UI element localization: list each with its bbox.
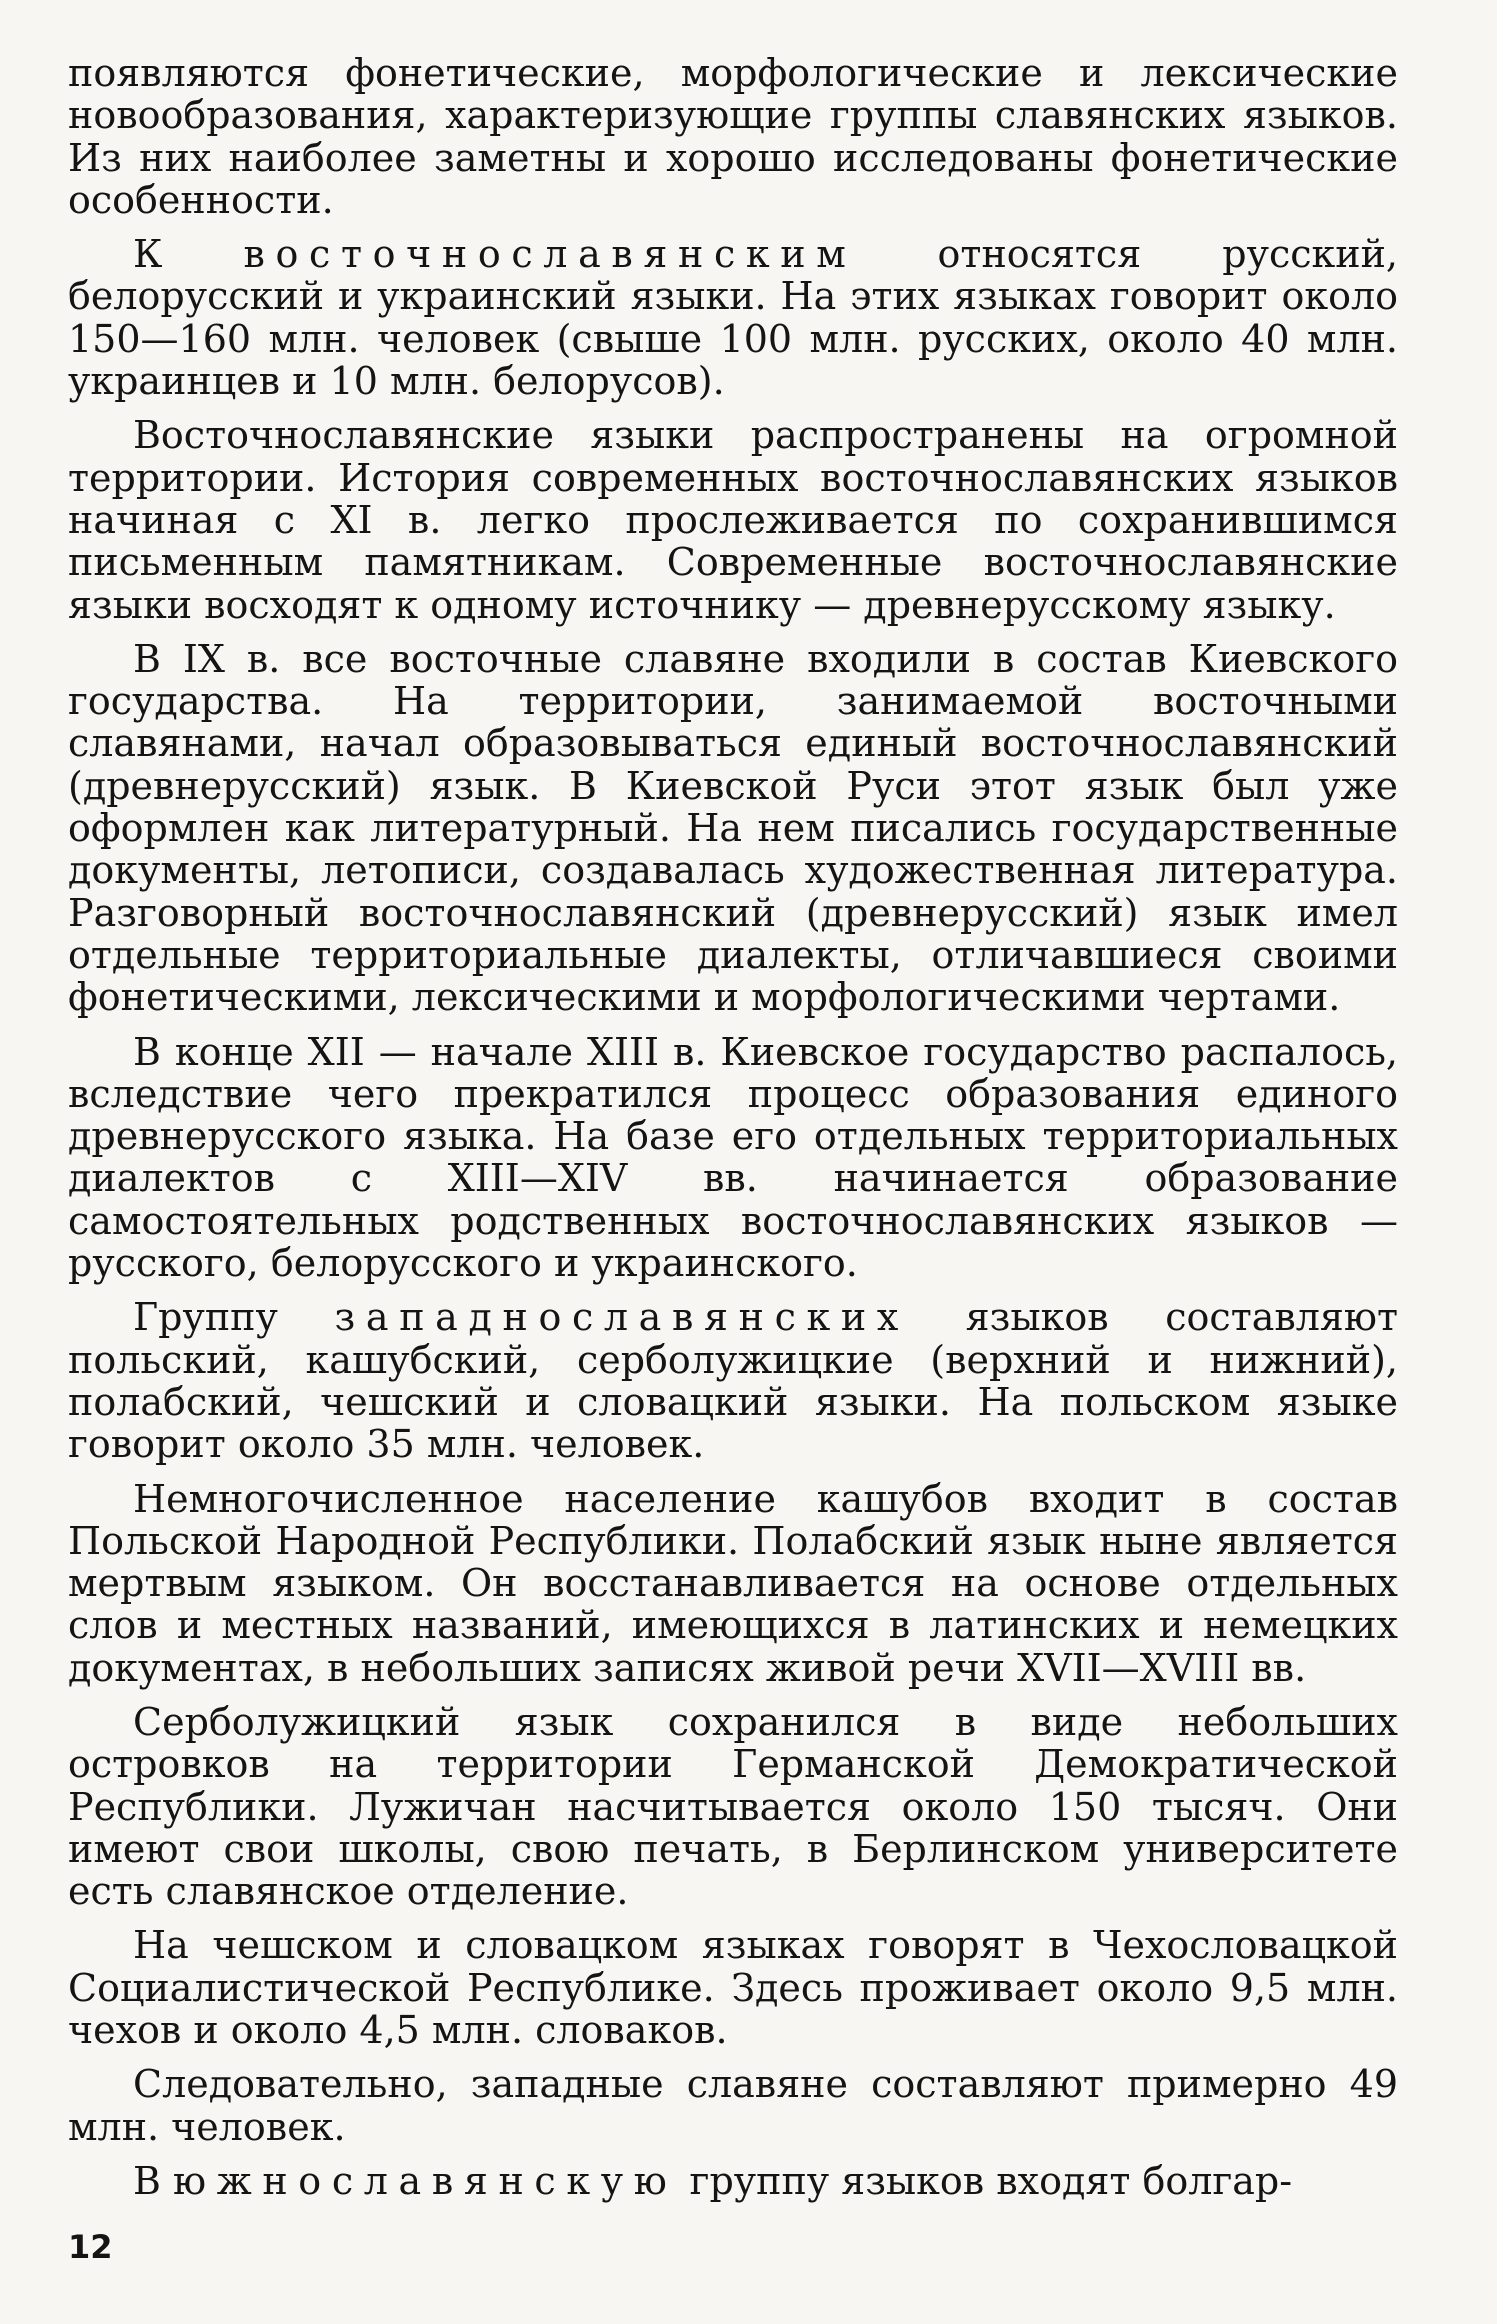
paragraph-lead: В	[133, 2158, 174, 2203]
paragraph-kievan-state: В IX в. все восточные славяне входили в состав Киевского государства. На территории, занимаемой восточными славянами, начал образовываться единый восточнославянский (древнерусский) язык. В Киевской Руси этот язык был уже оформлен как литературный. На нем писались государственные документы, летописи, создавалась художественная литература. Разговорный восточнославянский (древнерусский) язык имел отдельные территориальные диалекты, отличавшиеся своими фонетическими, лексическими и морфологическими чертами.	[68, 636, 1398, 1020]
emphasized-term: восточнославянским	[243, 232, 857, 277]
paragraph-sorbian: Серболужицкий язык сохранился в виде небольших островков на территории Германской Демократической Республики. Лужичан насчитывается около 150 тысяч. Они имеют свои школы, свою печать, в Берлинском университете есть славянское отделение.	[68, 1699, 1398, 1914]
paragraph-kievan-collapse: В конце XII — начале XIII в. Киевское государство распалось, вследствие чего прекратился процесс образования единого древнерусского языка. На базе его отдельных территориальных диалектов с XIII—XIV вв. начинается образование самостоятельных родственных восточнославянских языков — русского, белорусского и украинского.	[68, 1029, 1398, 1286]
paragraph-east-slavic-territory: Восточнославянские языки распространены на огромной территории. История современных восточнославянских языков начиная с XI в. легко прослеживается по сохранившимся письменным памятникам. Современные восточнославянские языки восходят к одному источнику — древнерусскому языку.	[68, 413, 1398, 627]
paragraph-rest: языков составляют польский, кашубский, серболужицкие (верхний и нижний), полабский, чешский и словацкий языки. На польском языке говорит около 35 млн. человек.	[68, 1295, 1398, 1467]
paragraph-continuation: появляются фонетические, морфологические и лексические новообразования, характеризующие группы славянских языков. Из них наиболее заметны и хорошо исследованы фонетические особенности.	[68, 51, 1398, 222]
page-body	[68, 52, 1398, 2214]
paragraph-west-slavic-intro	[68, 1296, 1398, 1465]
paragraph-west-slavic-total: Следовательно, западные славяне составляют примерно 49 млн. человек.	[68, 2062, 1398, 2149]
emphasized-term: западнославянских	[334, 1295, 909, 1340]
page-number: 12	[68, 2228, 113, 2266]
paragraph-east-slavic-intro	[68, 233, 1398, 402]
paragraph-rest: относятся русский, белорусский и украинский языки. На этих языках говорит около 150—160 млн. человек (свыше 100 млн. русских, около 40 млн. украинцев и 10 млн. белорусов).	[68, 232, 1398, 404]
paragraph-rest: группу языков входят болгар-	[677, 2158, 1293, 2203]
paragraph-south-slavic-intro	[68, 2160, 1398, 2202]
emphasized-term: южнославянскую	[173, 2158, 678, 2203]
paragraph-kashubians-polabian: Немногочисленное население кашубов входит в состав Польской Народной Республики. Полабский язык ныне является мертвым языком. Он восстанавливается на основе отдельных слов и местных названий, имеющихся в латинских и немецких документах, в небольших записях живой речи XVII—XVIII вв.	[68, 1476, 1398, 1690]
paragraph-lead: К	[133, 232, 244, 277]
paragraph-czech-slovak: На чешском и словацком языках говорят в Чехословацкой Социалистической Республике. Здесь проживает около 9,5 млн. чехов и около 4,5 млн. словаков.	[68, 1923, 1398, 2053]
paragraph-lead: Группу	[133, 1295, 335, 1340]
